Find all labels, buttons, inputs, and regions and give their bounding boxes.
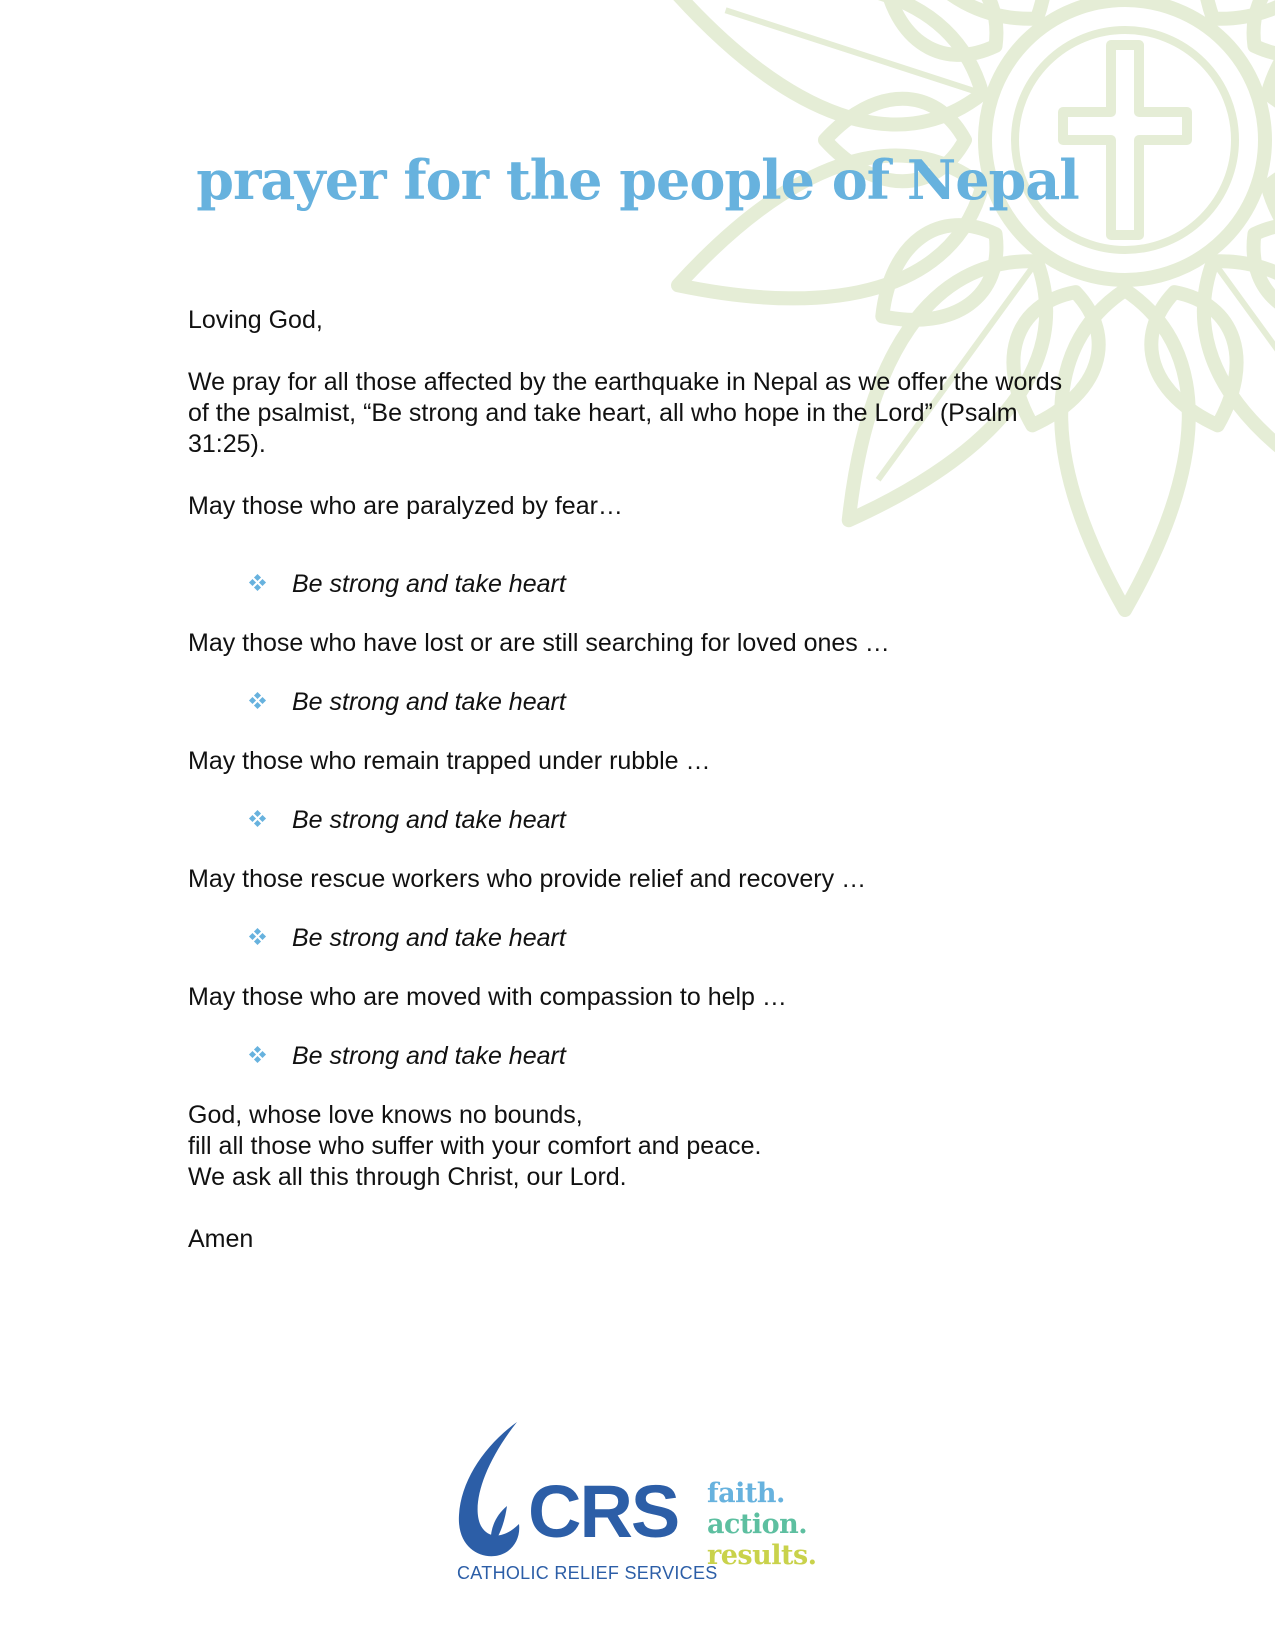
petition-line: May those who are paralyzed by fear… bbox=[188, 492, 623, 520]
greeting: Loving God, bbox=[188, 306, 323, 334]
amen: Amen bbox=[188, 1225, 254, 1253]
petition-line: May those who remain trapped under rubble … bbox=[188, 747, 711, 775]
bullet-diamond-icon bbox=[250, 575, 266, 591]
bullet-diamond-icon bbox=[250, 1047, 266, 1063]
tagline-results: results. bbox=[707, 1540, 817, 1571]
response-text: Be strong and take heart bbox=[292, 1042, 566, 1070]
crs-wordmark: CRS bbox=[528, 1470, 679, 1553]
response-text: Be strong and take heart bbox=[292, 688, 566, 716]
bullet-diamond-icon bbox=[250, 693, 266, 709]
bullet-diamond-icon bbox=[250, 811, 266, 827]
tagline bbox=[707, 1478, 817, 1571]
page-title: prayer for the people of Nepal bbox=[196, 148, 1079, 212]
response-line bbox=[250, 805, 1088, 836]
petition-line: May those who have lost or are still searching for loved ones … bbox=[188, 629, 890, 657]
petition-line: May those rescue workers who provide relief and recovery … bbox=[188, 865, 867, 893]
closing-line: fill all those who suffer with your comfort and peace. bbox=[188, 1132, 762, 1160]
response-text: Be strong and take heart bbox=[292, 924, 566, 952]
prayer-body bbox=[188, 305, 1088, 1255]
response-line bbox=[250, 687, 1088, 718]
petition-line: May those who are moved with compassion to help … bbox=[188, 983, 787, 1011]
intro-paragraph: We pray for all those affected by the earthquake in Nepal as we offer the words of the psalmist, “Be strong and take heart, all who hope in the Lord” (Psalm 31:25). bbox=[188, 368, 1063, 458]
tagline-action: action. bbox=[707, 1509, 808, 1540]
crs-full-name: CATHOLIC RELIEF SERVICES bbox=[457, 1563, 718, 1583]
response-line bbox=[250, 1041, 1088, 1072]
response-text: Be strong and take heart bbox=[292, 570, 566, 598]
crs-flame-icon bbox=[455, 1420, 535, 1560]
bullet-diamond-icon bbox=[250, 929, 266, 945]
response-text: Be strong and take heart bbox=[292, 806, 566, 834]
tagline-faith: faith. bbox=[707, 1478, 785, 1509]
closing-line: God, whose love knows no bounds, bbox=[188, 1101, 583, 1129]
closing-prayer bbox=[188, 1100, 1088, 1193]
closing-line: We ask all this through Christ, our Lord. bbox=[188, 1163, 627, 1191]
response-line bbox=[250, 923, 1088, 954]
response-line bbox=[250, 569, 1088, 600]
crs-logo bbox=[455, 1420, 875, 1590]
